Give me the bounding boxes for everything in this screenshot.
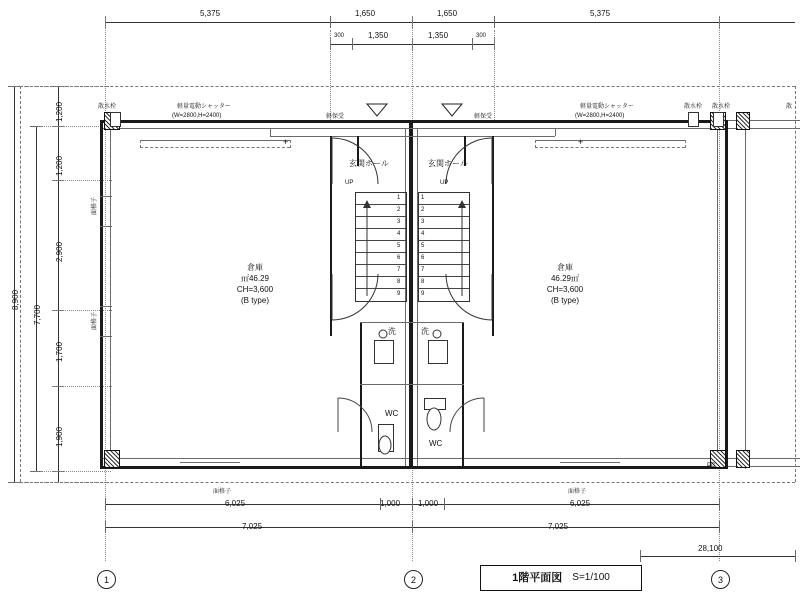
- drawing-scale: S=1/100: [572, 572, 610, 583]
- ext-line: [52, 310, 112, 311]
- site-line-left: [20, 86, 21, 482]
- dim-bottom-total: 28,100: [698, 544, 723, 553]
- dim-top2-1: 300: [334, 33, 345, 39]
- label-wc-left: WC: [385, 409, 399, 418]
- dim-tick: [719, 498, 720, 510]
- exterior-wall-bottom: [100, 466, 728, 469]
- room-right-type: (B type): [550, 296, 579, 305]
- label-hall-right: 玄関ホール: [428, 159, 468, 168]
- label-hydrant-right-b: 散水栓: [712, 104, 731, 110]
- label-wash-left: 洗: [388, 327, 396, 336]
- wash-wall-left: [360, 322, 362, 384]
- canopy-line-top: [270, 128, 555, 129]
- label-shutter-left: 軽量電動シャッター: [177, 104, 231, 110]
- room-left-name: 倉庫: [247, 263, 263, 272]
- shutter-end-right: [535, 140, 536, 148]
- grid-line-3: [719, 16, 720, 561]
- ext-line: [52, 180, 112, 181]
- ext-line: [36, 471, 111, 472]
- stair-num-right-2: 2: [421, 207, 425, 213]
- stair-num-right-5: 5: [421, 243, 425, 249]
- washbasin-left: [374, 340, 394, 364]
- dim-tick: [444, 498, 445, 510]
- dim-top2-4: 300: [476, 33, 487, 39]
- grid-bubble-1-label: 1: [103, 574, 109, 585]
- window-mark-left-2: [100, 226, 112, 227]
- stair-num-left-9: 9: [397, 291, 401, 297]
- label-hydrant-left: 散水栓: [98, 104, 117, 110]
- dim-bottom-3: 1,000: [418, 499, 439, 508]
- washbasin-right: [428, 340, 448, 364]
- window-mark-left-4: [100, 336, 112, 337]
- dim-top-2: 1,650: [355, 9, 376, 18]
- room-label-left: [210, 262, 300, 306]
- label-wc-right: WC: [429, 439, 443, 448]
- label-wash-right: 洗: [421, 327, 429, 336]
- dim-tick: [412, 521, 413, 533]
- stair-num-left-7: 7: [397, 267, 401, 273]
- dim-tick: [352, 38, 353, 50]
- shutter-end-left2: [290, 140, 291, 148]
- dim-bottom-4: 6,025: [570, 499, 591, 508]
- entry-marker-left: [365, 102, 389, 123]
- stair-num-left-2: 2: [397, 207, 401, 213]
- dim-left-mid: 7,700: [33, 304, 42, 325]
- exterior-wall-left: [100, 120, 103, 469]
- entry-marker-right: [440, 102, 464, 123]
- exterior-wall-bottom-inner: [100, 458, 728, 459]
- shutter-end-left: [140, 140, 141, 148]
- site-line-right: [795, 86, 796, 482]
- room-left-area: ㎡46.29: [240, 274, 270, 283]
- dim-top2-3: 1,350: [428, 31, 449, 40]
- left-dimension-line-outer: [14, 86, 15, 482]
- canopy-edge-left: [270, 128, 271, 136]
- label-hydrant-far-right: 散: [786, 104, 793, 110]
- shutter-dash-right: [535, 147, 685, 148]
- exterior-wall-right: [725, 120, 728, 469]
- shutter-dash-left: [140, 147, 290, 148]
- room-right-name: 倉庫: [557, 263, 573, 272]
- dim-left-seg-4: 1,700: [55, 341, 64, 362]
- hydrant-symbol-left: [110, 112, 121, 127]
- room-left-ceiling: CH=3,600: [236, 285, 274, 294]
- stair-num-left-6: 6: [397, 255, 401, 261]
- stair-num-right-7: 7: [421, 267, 425, 273]
- dim-bottom-1: 6,025: [225, 499, 246, 508]
- grid-aux-line: [494, 30, 495, 120]
- grid-aux-line: [330, 30, 331, 120]
- label-hydrant-right-a: 散水栓: [684, 104, 703, 110]
- door-swing-wc-left: [336, 396, 376, 436]
- stair-num-right-6: 6: [421, 255, 425, 261]
- door-swing-wc-right: [446, 396, 486, 436]
- dim-tick: [105, 521, 106, 533]
- grid-bubble-2: [404, 570, 423, 589]
- room-left-type: (B type): [240, 296, 269, 305]
- window-mark-bottom-left: [180, 462, 240, 463]
- shutter-line-left: [140, 140, 290, 141]
- label-shutter-left-spec: (W=2800,H=2400): [172, 113, 222, 119]
- room-right-area: 46.29㎡: [550, 274, 580, 283]
- wash-wall-right: [462, 322, 464, 384]
- left-dimension-line-segments: [58, 86, 59, 482]
- label-bottom-lattice-right: 面格子: [568, 489, 587, 495]
- dim-top2-2: 1,350: [368, 31, 389, 40]
- label-bottom-lattice-left: 面格子: [213, 489, 232, 495]
- grid-bubble-3: [711, 570, 730, 589]
- stair-num-right-8: 8: [421, 279, 425, 285]
- grid-bubble-1: [97, 570, 116, 589]
- top-dimension-line-1: [105, 22, 795, 23]
- label-up-left: UP: [345, 180, 354, 186]
- bottom-total-dimension-line: [640, 556, 795, 557]
- dim-tick: [640, 550, 641, 562]
- label-lattice-left-2: 面格子: [92, 311, 98, 330]
- label-hall-left: 玄関ホール: [349, 159, 389, 168]
- ext-line: [52, 386, 112, 387]
- window-mark-left-3: [100, 306, 112, 307]
- toilet-bowl-left: [377, 434, 395, 456]
- dim-left-seg-1: 1,200: [55, 101, 64, 122]
- dim-left-seg-3: 2,900: [55, 241, 64, 262]
- column-top-far-right: [736, 112, 750, 130]
- dim-tick: [719, 521, 720, 533]
- dim-top-1: 5,375: [200, 9, 221, 18]
- stair-num-right-1: 1: [421, 195, 425, 201]
- stair-num-left-1: 1: [397, 195, 401, 201]
- label-shutter-right: 軽量電動シャッター: [580, 104, 634, 110]
- dim-tick: [472, 38, 473, 50]
- stair-num-left-4: 4: [397, 231, 401, 237]
- hydrant-symbol-right-a: [688, 112, 699, 127]
- dim-bottom2-1: 7,025: [242, 522, 263, 531]
- wc-wall-top-left: [360, 384, 412, 385]
- label-post-right: 軽保受: [474, 114, 493, 120]
- label-lattice-left-1: 面格子: [92, 196, 98, 215]
- label-up-right: UP: [440, 180, 449, 186]
- dim-tick: [105, 498, 106, 510]
- door-swing-right-lower: [414, 272, 494, 322]
- label-shutter-right-spec: (W=2800,H=2400): [575, 113, 625, 119]
- canopy-edge-right: [555, 128, 556, 136]
- column-bottom-left: [104, 450, 120, 468]
- dim-left-seg-2: 1,200: [55, 155, 64, 176]
- grid-line-1: [105, 16, 106, 561]
- shutter-cross-left: +: [283, 137, 289, 147]
- shutter-line-right: [535, 140, 685, 141]
- drawing-title: 1階平面図: [512, 571, 563, 584]
- stair-num-right-3: 3: [421, 219, 425, 225]
- exterior-wall-right-inner: [717, 128, 718, 466]
- grid-bubble-2-label: 2: [410, 574, 416, 585]
- site-line-top: [20, 86, 795, 87]
- label-pc-right: PC: [707, 463, 716, 469]
- column-bottom-far-right: [736, 450, 750, 468]
- dim-top-3: 1,650: [437, 9, 458, 18]
- stair-num-left-5: 5: [397, 243, 401, 249]
- wash-wall-top-right: [412, 322, 464, 323]
- right-extension-line: [745, 120, 746, 469]
- exterior-wall-left-inner: [110, 128, 111, 466]
- window-mark-bottom-right: [560, 462, 620, 463]
- toilet-bowl-right: [424, 406, 444, 432]
- dim-bottom2-2: 7,025: [548, 522, 569, 531]
- grid-bubble-3-label: 3: [717, 574, 723, 585]
- window-mark-left-1: [100, 196, 112, 197]
- wc-wall-top-right: [412, 384, 464, 385]
- washbasin-icon-right: [428, 328, 446, 340]
- label-post-left: 軽保受: [326, 114, 345, 120]
- shutter-cross-right: +: [578, 137, 584, 147]
- wash-wall-top-left: [360, 322, 412, 323]
- dim-tick: [494, 16, 495, 28]
- dim-bottom-2: 1,000: [380, 499, 401, 508]
- dim-tick: [795, 550, 796, 562]
- dim-left-seg-5: 1,900: [55, 426, 64, 447]
- stair-num-right-9: 9: [421, 291, 425, 297]
- room-right-ceiling: CH=3,600: [546, 285, 584, 294]
- dim-tick: [412, 498, 413, 510]
- dim-tick: [330, 16, 331, 28]
- site-line-bottom: [20, 482, 795, 483]
- dim-top-4: 5,375: [590, 9, 611, 18]
- canopy-line-bottom: [270, 136, 555, 137]
- washbasin-icon-left: [374, 328, 392, 340]
- stair-num-right-4: 4: [421, 231, 425, 237]
- drawing-title-block: [480, 565, 642, 591]
- exterior-wall-top: [100, 120, 728, 123]
- hydrant-symbol-right-b: [713, 112, 724, 127]
- room-label-right: [520, 262, 610, 306]
- stair-num-left-3: 3: [397, 219, 401, 225]
- stair-num-left-8: 8: [397, 279, 401, 285]
- left-dimension-line-mid: [36, 126, 37, 471]
- door-swing-left-lower: [330, 272, 410, 322]
- shutter-end-right2: [685, 140, 686, 148]
- dim-left-outer: 8,900: [11, 289, 20, 310]
